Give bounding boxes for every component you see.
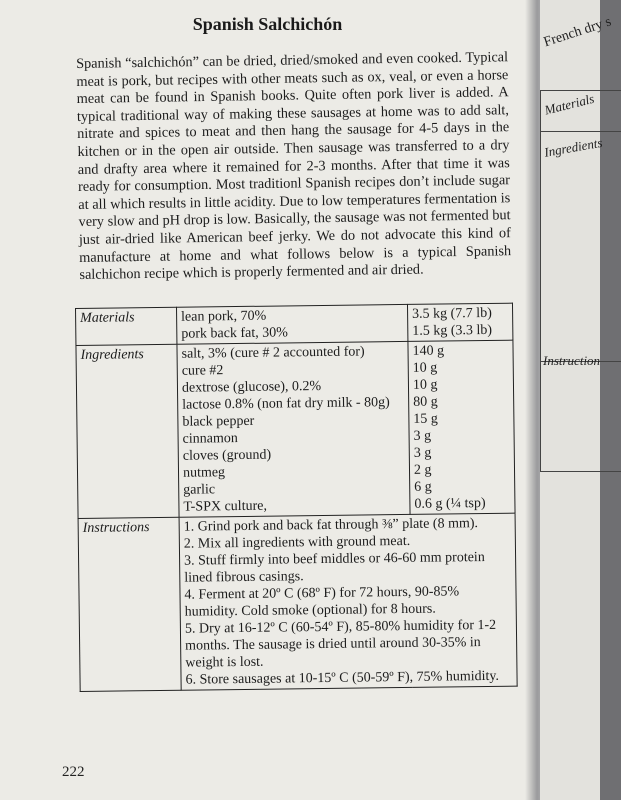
page-number: 222	[62, 764, 85, 780]
materials-names	[176, 304, 407, 344]
intro-paragraph: Spanish “salchichón” can be dried, dried/smoked and even cooked. Typical meat is pork, but recipes with other meats such as ox, veal, or even a horse meat can be found in Spanish books. Quite often pork liver is added. A typical traditional way of making these sausages at home was to add salt, nitrate and spices to meat and then hang the sausage for 4-5 days in the kitchen or in the open air outside. Then sausage was transferred to a dry and drafty area where it remained for 2-3 months. After that time it was ready for consumption. Most traditionl Spanish recipes don’t include sugar at all which results in little acidity. Due to low temperatures fermentation is very slow and pH drop is low. Basically, the sausage was not fermented but just air-dried like American beef jerky. We do not advocate this kind of manufacture at home and what follows below is a typical Spanish salchichon recipe which is properly fermented and air dried.	[76, 49, 512, 284]
material-amount: 3.5 kg (7.7 lb)	[412, 305, 492, 322]
ingredient-amount: 3 g	[413, 445, 432, 461]
ingredients-amounts	[408, 340, 515, 514]
instructions-label: Instructions	[78, 517, 181, 691]
ingredient-name: lactose 0.8% (non fat dry milk - 80g)	[182, 395, 390, 413]
ingredient-amount: 10 g	[412, 360, 438, 376]
material-name: lean pork, 70%	[181, 308, 267, 325]
material-amount: 1.5 kg (3.3 lb)	[412, 322, 493, 339]
instruction-step: 5. Dry at 16-12º C (60-54º F), 85-80% humidity for 1-2 months. The sausage is dried until around 30-35% in weight is lost.	[184, 617, 497, 671]
material-name: pork back fat, 30%	[181, 325, 288, 342]
materials-label: Materials	[76, 307, 177, 345]
ingredient-name: black pepper	[182, 413, 255, 430]
right-page-title: French dry s	[542, 14, 614, 51]
instructions-steps	[179, 513, 517, 690]
ingredient-name: T-SPX culture,	[183, 498, 268, 515]
right-page-materials-row	[541, 91, 621, 132]
ingredient-name: cloves (ground)	[182, 447, 272, 464]
right-page-ingredients-label: Ingredients	[543, 134, 604, 160]
ingredient-name: cinnamon	[182, 431, 238, 447]
materials-amounts	[407, 303, 512, 341]
instruction-step: 4. Ferment at 20º C (68º F) for 72 hours, 90-85% humidity. Cold smoke (optional) for 8 hours.	[184, 584, 460, 620]
ingredient-name: cure #2	[181, 363, 224, 379]
right-page-ingredients-row	[541, 131, 621, 362]
instruction-step: 6. Store sausages at 10-15º C (50-59º F), 75% humidity.	[185, 668, 500, 688]
instruction-step: 1. Grind pork and back fat through ⅜” plate (8 mm).	[183, 516, 479, 535]
ingredient-amount: 15 g	[413, 411, 438, 427]
ingredient-amount: 2 g	[413, 462, 432, 478]
instruction-step: 3. Stuff firmly into beef middles or 46-60 mm protein lined fibrous casings.	[184, 550, 485, 586]
ingredient-name: salt, 3% (cure # 2 accounted for)	[181, 344, 365, 362]
ingredient-name: nutmeg	[182, 465, 226, 481]
ingredient-name: garlic	[183, 482, 216, 498]
materials-row	[76, 303, 513, 345]
ingredient-amount: 0.6 g (¼ tsp)	[414, 495, 486, 512]
ingredient-amount: 140 g	[412, 343, 445, 359]
ingredient-amount: 3 g	[413, 428, 432, 444]
ingredients-label: Ingredients	[76, 344, 179, 518]
right-page	[540, 0, 614, 800]
recipe-title: Spanish Salchichón	[192, 14, 343, 34]
right-page-materials-label: Materials	[543, 90, 596, 118]
right-page-instructions-label: Instruction	[543, 353, 601, 368]
ingredient-name: dextrose (glucose), 0.2%	[181, 378, 322, 396]
recipe-table	[75, 303, 518, 692]
ingredient-amount: 10 g	[412, 377, 438, 393]
ingredient-amount: 80 g	[413, 394, 438, 410]
ingredient-amount: 6 g	[414, 479, 432, 495]
ingredients-names	[177, 341, 410, 517]
instructions-row	[78, 513, 517, 691]
instruction-step: 2. Mix all ingredients with ground meat.	[183, 533, 411, 552]
right-page-table	[540, 90, 621, 472]
ingredients-row	[76, 340, 515, 518]
